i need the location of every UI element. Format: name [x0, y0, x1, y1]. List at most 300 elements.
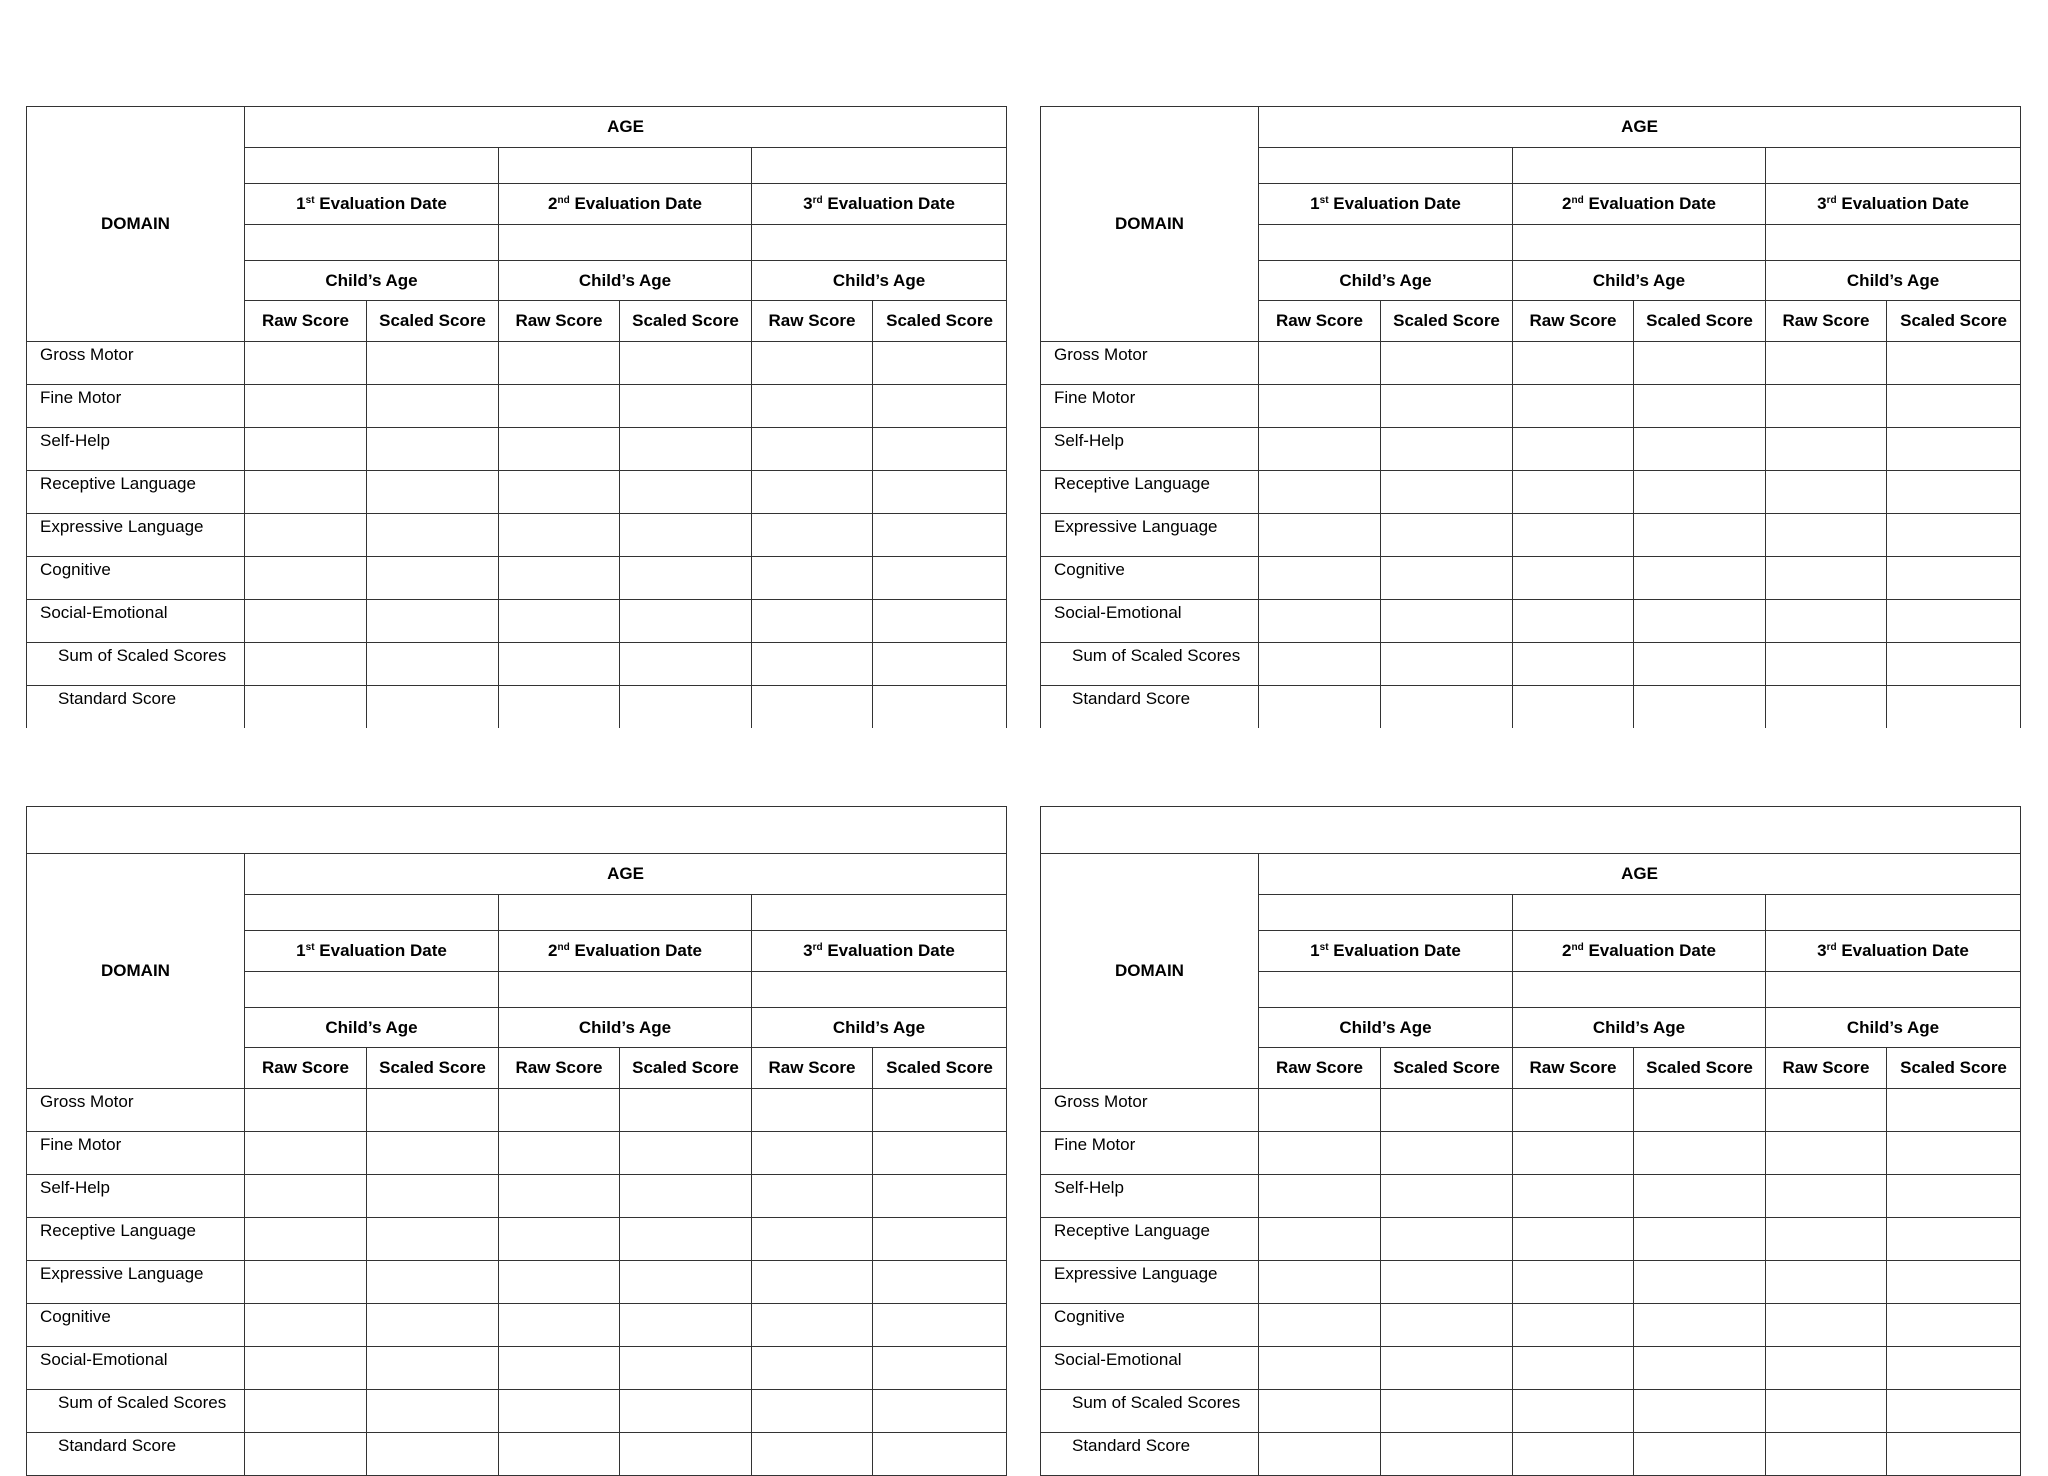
raw-score-cell[interactable] — [1766, 342, 1887, 385]
raw-score-cell[interactable] — [1259, 342, 1381, 385]
scaled-score-cell[interactable] — [1381, 600, 1513, 643]
raw-score-header: Raw Score — [1766, 301, 1887, 342]
childs-age-2-input[interactable] — [1513, 972, 1766, 1008]
scaled-score-cell[interactable] — [367, 342, 499, 385]
raw-score-cell[interactable] — [752, 686, 873, 729]
raw-score-cell[interactable] — [245, 514, 367, 557]
raw-score-cell[interactable] — [1766, 1304, 1887, 1347]
raw-score-cell[interactable] — [499, 1175, 620, 1218]
scaled-score-cell[interactable] — [1381, 428, 1513, 471]
scaled-score-cell[interactable] — [873, 514, 1007, 557]
scaled-score-cell[interactable] — [1381, 1347, 1513, 1390]
scaled-score-cell[interactable] — [1381, 1304, 1513, 1347]
scaled-score-cell[interactable] — [1634, 686, 1766, 729]
scaled-score-cell[interactable] — [367, 1304, 499, 1347]
raw-score-cell[interactable] — [499, 643, 620, 686]
childs-age-1-input[interactable] — [1259, 972, 1513, 1008]
table-row — [1041, 643, 2021, 686]
raw-score-cell[interactable] — [245, 1132, 367, 1175]
scaled-score-cell[interactable] — [1887, 1089, 2021, 1132]
eval-date-1-label — [245, 184, 499, 225]
scaled-score-cell[interactable] — [1381, 1175, 1513, 1218]
raw-score-cell[interactable] — [1259, 385, 1381, 428]
eval-number: 3 — [803, 941, 813, 960]
raw-score-cell[interactable] — [1259, 1132, 1381, 1175]
scaled-score-cell[interactable] — [367, 1390, 499, 1433]
raw-score-cell[interactable] — [1259, 686, 1381, 729]
raw-score-cell[interactable] — [1259, 600, 1381, 643]
raw-score-cell[interactable] — [1766, 428, 1887, 471]
childs-age-3-input[interactable] — [752, 225, 1007, 261]
scaled-score-cell[interactable] — [1634, 428, 1766, 471]
raw-score-cell[interactable] — [1513, 1433, 1634, 1476]
scaled-score-cell[interactable] — [1887, 342, 2021, 385]
eval-date-3-label — [752, 184, 1007, 225]
raw-score-cell[interactable] — [499, 385, 620, 428]
scaled-score-cell[interactable] — [367, 1089, 499, 1132]
raw-score-cell[interactable] — [1259, 514, 1381, 557]
eval-date-1-input[interactable] — [1259, 895, 1513, 931]
scaled-score-cell[interactable] — [367, 1261, 499, 1304]
scaled-score-cell[interactable] — [873, 557, 1007, 600]
eval-date-3-input[interactable] — [752, 895, 1007, 931]
raw-score-cell[interactable] — [245, 600, 367, 643]
scaled-score-cell[interactable] — [367, 471, 499, 514]
childs-age-2-input[interactable] — [1513, 225, 1766, 261]
raw-score-cell[interactable] — [752, 557, 873, 600]
scaled-score-cell[interactable] — [1381, 557, 1513, 600]
table-row — [27, 385, 1007, 428]
raw-score-cell[interactable] — [1766, 643, 1887, 686]
scaled-score-cell[interactable] — [873, 1347, 1007, 1390]
raw-score-cell[interactable] — [245, 385, 367, 428]
table-row — [1041, 1175, 2021, 1218]
scaled-score-cell[interactable] — [1634, 342, 1766, 385]
eval-date-2-label — [499, 184, 752, 225]
domain-row-label: Self-Help — [27, 1175, 245, 1218]
scaled-score-cell[interactable] — [367, 1175, 499, 1218]
scaled-score-cell[interactable] — [1634, 1347, 1766, 1390]
eval-label: Evaluation Date — [574, 194, 702, 213]
raw-score-cell[interactable] — [245, 471, 367, 514]
scaled-score-cell[interactable] — [367, 643, 499, 686]
raw-score-cell[interactable] — [1513, 514, 1634, 557]
eval-date-3-input[interactable] — [752, 148, 1007, 184]
raw-score-cell[interactable] — [1766, 1089, 1887, 1132]
scaled-score-cell[interactable] — [1887, 1132, 2021, 1175]
raw-score-cell[interactable] — [245, 342, 367, 385]
raw-score-cell[interactable] — [752, 514, 873, 557]
raw-score-cell[interactable] — [1259, 1433, 1381, 1476]
scaled-score-header: Scaled Score — [1381, 1048, 1513, 1089]
raw-score-cell[interactable] — [499, 1347, 620, 1390]
raw-score-cell[interactable] — [245, 557, 367, 600]
raw-score-cell[interactable] — [1513, 471, 1634, 514]
domain-row-label: Self-Help — [1041, 1175, 1259, 1218]
domain-header: DOMAIN — [27, 107, 245, 342]
raw-score-cell[interactable] — [1513, 686, 1634, 729]
raw-score-cell[interactable] — [752, 1261, 873, 1304]
scaled-score-cell[interactable] — [1634, 1304, 1766, 1347]
raw-score-cell[interactable] — [1766, 471, 1887, 514]
childs-age-1-input[interactable] — [245, 972, 499, 1008]
table-row — [27, 686, 1007, 729]
scaled-score-cell[interactable] — [620, 1347, 752, 1390]
eval-number: 1 — [296, 194, 306, 213]
raw-score-cell[interactable] — [499, 686, 620, 729]
raw-score-cell[interactable] — [1259, 1089, 1381, 1132]
childs-age-label: Child’s Age — [1766, 1008, 2021, 1048]
eval-suffix: nd — [1571, 195, 1584, 206]
raw-score-cell[interactable] — [245, 1304, 367, 1347]
raw-score-cell[interactable] — [1766, 385, 1887, 428]
scaled-score-cell[interactable] — [1634, 1089, 1766, 1132]
childs-age-label: Child’s Age — [752, 261, 1007, 301]
scaled-score-cell[interactable] — [1381, 1390, 1513, 1433]
raw-score-cell[interactable] — [1259, 643, 1381, 686]
eval-date-3-label — [1766, 184, 2021, 225]
raw-score-cell[interactable] — [752, 342, 873, 385]
scaled-score-cell[interactable] — [1381, 643, 1513, 686]
raw-score-cell[interactable] — [752, 1089, 873, 1132]
raw-score-cell[interactable] — [1766, 600, 1887, 643]
scaled-score-cell[interactable] — [1887, 1261, 2021, 1304]
scaled-score-cell[interactable] — [873, 1175, 1007, 1218]
scaled-score-cell[interactable] — [1381, 514, 1513, 557]
scaled-score-cell[interactable] — [873, 600, 1007, 643]
scaled-score-cell[interactable] — [1887, 1433, 2021, 1476]
raw-score-cell[interactable] — [245, 1175, 367, 1218]
scaled-score-cell[interactable] — [1634, 1218, 1766, 1261]
raw-score-cell[interactable] — [1259, 1175, 1381, 1218]
scaled-score-cell[interactable] — [1887, 557, 2021, 600]
scaled-score-cell[interactable] — [1887, 643, 2021, 686]
raw-score-cell[interactable] — [1513, 385, 1634, 428]
childs-age-3-input[interactable] — [1766, 225, 2021, 261]
raw-score-cell[interactable] — [499, 1433, 620, 1476]
scaled-score-cell[interactable] — [1887, 1390, 2021, 1433]
eval-suffix: nd — [557, 942, 570, 953]
childs-age-label: Child’s Age — [499, 261, 752, 301]
scaled-score-cell[interactable] — [873, 1261, 1007, 1304]
domain-row-label: Sum of Scaled Scores — [1041, 1390, 1259, 1433]
scaled-score-cell[interactable] — [367, 1433, 499, 1476]
scaled-score-cell[interactable] — [620, 643, 752, 686]
raw-score-cell[interactable] — [1259, 471, 1381, 514]
scaled-score-cell[interactable] — [1381, 686, 1513, 729]
scaled-score-cell[interactable] — [873, 385, 1007, 428]
scaled-score-cell[interactable] — [367, 686, 499, 729]
childs-age-3-input[interactable] — [1766, 972, 2021, 1008]
raw-score-cell[interactable] — [1513, 557, 1634, 600]
scaled-score-cell[interactable] — [620, 600, 752, 643]
scaled-score-header: Scaled Score — [367, 301, 499, 342]
scaled-score-cell[interactable] — [873, 342, 1007, 385]
scaled-score-cell[interactable] — [1381, 1132, 1513, 1175]
scaled-score-cell[interactable] — [1887, 385, 2021, 428]
table-row — [1041, 557, 2021, 600]
eval-date-2-input[interactable] — [499, 148, 752, 184]
raw-score-header: Raw Score — [1259, 1048, 1381, 1089]
raw-score-cell[interactable] — [245, 1261, 367, 1304]
scaled-score-cell[interactable] — [1634, 1132, 1766, 1175]
scaled-score-cell[interactable] — [620, 514, 752, 557]
childs-age-2-input[interactable] — [499, 225, 752, 261]
raw-score-cell[interactable] — [245, 1433, 367, 1476]
eval-date-2-label — [499, 931, 752, 972]
scaled-score-cell[interactable] — [873, 1304, 1007, 1347]
raw-score-cell[interactable] — [499, 1390, 620, 1433]
raw-score-cell[interactable] — [752, 1218, 873, 1261]
raw-score-cell[interactable] — [1513, 643, 1634, 686]
scaled-score-cell[interactable] — [620, 428, 752, 471]
scaled-score-cell[interactable] — [1381, 1218, 1513, 1261]
raw-score-cell[interactable] — [1513, 1304, 1634, 1347]
raw-score-cell[interactable] — [245, 686, 367, 729]
title-row-empty[interactable] — [27, 807, 1007, 854]
table-row — [27, 1175, 1007, 1218]
title-row-empty[interactable] — [1041, 807, 2021, 854]
domain-header: DOMAIN — [1041, 107, 1259, 342]
domain-row-label: Standard Score — [1041, 1433, 1259, 1476]
raw-score-cell[interactable] — [499, 428, 620, 471]
eval-date-2-input[interactable] — [499, 895, 752, 931]
scaled-score-cell[interactable] — [367, 514, 499, 557]
raw-score-cell[interactable] — [752, 600, 873, 643]
raw-score-cell[interactable] — [1259, 1304, 1381, 1347]
scaled-score-cell[interactable] — [1887, 1218, 2021, 1261]
raw-score-cell[interactable] — [1766, 514, 1887, 557]
scaled-score-header: Scaled Score — [1381, 301, 1513, 342]
scaled-score-cell[interactable] — [873, 643, 1007, 686]
table-row — [27, 471, 1007, 514]
raw-score-cell[interactable] — [245, 643, 367, 686]
scaled-score-cell[interactable] — [620, 557, 752, 600]
childs-age-1-input[interactable] — [245, 225, 499, 261]
scaled-score-cell[interactable] — [1381, 385, 1513, 428]
scaled-score-cell[interactable] — [367, 600, 499, 643]
scaled-score-cell[interactable] — [367, 1347, 499, 1390]
scaled-score-cell[interactable] — [620, 1218, 752, 1261]
domain-row-label: Fine Motor — [27, 385, 245, 428]
domain-row-label: Cognitive — [1041, 557, 1259, 600]
scaled-score-cell[interactable] — [620, 1132, 752, 1175]
scaled-score-cell[interactable] — [1634, 643, 1766, 686]
raw-score-cell[interactable] — [752, 471, 873, 514]
domain-row-label: Social-Emotional — [27, 1347, 245, 1390]
raw-score-cell[interactable] — [752, 1390, 873, 1433]
raw-score-cell[interactable] — [752, 1175, 873, 1218]
scaled-score-cell[interactable] — [620, 686, 752, 729]
scaled-score-cell[interactable] — [367, 385, 499, 428]
raw-score-cell[interactable] — [499, 514, 620, 557]
childs-age-label: Child’s Age — [499, 1008, 752, 1048]
scaled-score-cell[interactable] — [620, 1304, 752, 1347]
raw-score-cell[interactable] — [245, 1089, 367, 1132]
scaled-score-cell[interactable] — [1634, 1390, 1766, 1433]
raw-score-cell[interactable] — [1259, 1390, 1381, 1433]
scaled-score-cell[interactable] — [1887, 514, 2021, 557]
eval-number: 2 — [548, 941, 558, 960]
scaled-score-cell[interactable] — [1381, 1089, 1513, 1132]
scaled-score-cell[interactable] — [620, 471, 752, 514]
scaled-score-cell[interactable] — [620, 1175, 752, 1218]
raw-score-cell[interactable] — [1259, 557, 1381, 600]
scaled-score-header: Scaled Score — [1634, 301, 1766, 342]
scaled-score-cell[interactable] — [620, 1261, 752, 1304]
raw-score-cell[interactable] — [1513, 1261, 1634, 1304]
raw-score-cell[interactable] — [1766, 1175, 1887, 1218]
table-row — [1041, 1089, 2021, 1132]
eval-suffix: rd — [812, 195, 823, 206]
scaled-score-cell[interactable] — [367, 557, 499, 600]
domain-row-label: Receptive Language — [1041, 1218, 1259, 1261]
scaled-score-cell[interactable] — [620, 1390, 752, 1433]
raw-score-cell[interactable] — [752, 643, 873, 686]
scaled-score-cell[interactable] — [1381, 1261, 1513, 1304]
raw-score-cell[interactable] — [499, 557, 620, 600]
scaled-score-cell[interactable] — [873, 1218, 1007, 1261]
table-row — [27, 1304, 1007, 1347]
raw-score-cell[interactable] — [499, 1132, 620, 1175]
scaled-score-cell[interactable] — [1634, 1433, 1766, 1476]
raw-score-cell[interactable] — [752, 1433, 873, 1476]
raw-score-header: Raw Score — [245, 1048, 367, 1089]
scaled-score-cell[interactable] — [1634, 471, 1766, 514]
scaled-score-cell[interactable] — [620, 342, 752, 385]
eval-date-1-input[interactable] — [1259, 148, 1513, 184]
eval-date-3-label — [752, 931, 1007, 972]
raw-score-cell[interactable] — [1513, 1347, 1634, 1390]
scaled-score-cell[interactable] — [873, 471, 1007, 514]
scaled-score-cell[interactable] — [1887, 686, 2021, 729]
scaled-score-cell[interactable] — [1887, 428, 2021, 471]
raw-score-cell[interactable] — [499, 1089, 620, 1132]
raw-score-cell[interactable] — [1513, 1390, 1634, 1433]
raw-score-cell[interactable] — [499, 1218, 620, 1261]
raw-score-cell[interactable] — [245, 1218, 367, 1261]
scaled-score-cell[interactable] — [1887, 1304, 2021, 1347]
raw-score-cell[interactable] — [245, 1347, 367, 1390]
raw-score-cell[interactable] — [1259, 1261, 1381, 1304]
raw-score-cell[interactable] — [1766, 1132, 1887, 1175]
raw-score-cell[interactable] — [499, 471, 620, 514]
raw-score-cell[interactable] — [499, 1304, 620, 1347]
scaled-score-cell[interactable] — [1887, 1175, 2021, 1218]
scaled-score-cell[interactable] — [1634, 1175, 1766, 1218]
raw-score-cell[interactable] — [245, 1390, 367, 1433]
scaled-score-cell[interactable] — [1634, 557, 1766, 600]
scaled-score-cell[interactable] — [620, 1433, 752, 1476]
childs-age-label: Child’s Age — [245, 1008, 499, 1048]
eval-date-3-label — [1766, 931, 2021, 972]
scaled-score-header: Scaled Score — [873, 301, 1007, 342]
scaled-score-cell[interactable] — [1381, 471, 1513, 514]
eval-date-2-input[interactable] — [1513, 895, 1766, 931]
raw-score-cell[interactable] — [1766, 557, 1887, 600]
scaled-score-cell[interactable] — [1887, 1347, 2021, 1390]
eval-date-2-input[interactable] — [1513, 148, 1766, 184]
scaled-score-cell[interactable] — [1634, 514, 1766, 557]
raw-score-cell[interactable] — [499, 1261, 620, 1304]
raw-score-cell[interactable] — [1513, 1218, 1634, 1261]
scaled-score-cell[interactable] — [1634, 385, 1766, 428]
raw-score-cell[interactable] — [752, 1347, 873, 1390]
raw-score-cell[interactable] — [1513, 1132, 1634, 1175]
table-row — [27, 1433, 1007, 1476]
scaled-score-cell[interactable] — [873, 1390, 1007, 1433]
raw-score-cell[interactable] — [752, 385, 873, 428]
scaled-score-cell[interactable] — [873, 1433, 1007, 1476]
raw-score-cell[interactable] — [1513, 342, 1634, 385]
raw-score-cell[interactable] — [499, 600, 620, 643]
raw-score-cell[interactable] — [1259, 1218, 1381, 1261]
childs-age-1-input[interactable] — [1259, 225, 1513, 261]
raw-score-header: Raw Score — [1259, 301, 1381, 342]
raw-score-cell[interactable] — [752, 1304, 873, 1347]
eval-date-1-input[interactable] — [245, 148, 499, 184]
table-row — [1041, 428, 2021, 471]
raw-score-cell[interactable] — [1766, 1347, 1887, 1390]
scaled-score-cell[interactable] — [620, 385, 752, 428]
scaled-score-cell[interactable] — [1634, 600, 1766, 643]
childs-age-2-input[interactable] — [499, 972, 752, 1008]
domain-row-label: Gross Motor — [27, 1089, 245, 1132]
age-header: AGE — [245, 107, 1007, 148]
scaled-score-cell[interactable] — [873, 686, 1007, 729]
raw-score-cell[interactable] — [752, 1132, 873, 1175]
raw-score-cell[interactable] — [245, 428, 367, 471]
raw-score-cell[interactable] — [499, 342, 620, 385]
raw-score-cell[interactable] — [1513, 1089, 1634, 1132]
raw-score-cell[interactable] — [1766, 1390, 1887, 1433]
score-table-1 — [26, 106, 1007, 728]
scaled-score-cell[interactable] — [1634, 1261, 1766, 1304]
scaled-score-cell[interactable] — [1887, 600, 2021, 643]
scaled-score-cell[interactable] — [873, 1089, 1007, 1132]
eval-date-3-input[interactable] — [1766, 148, 2021, 184]
raw-score-cell[interactable] — [1259, 1347, 1381, 1390]
table-row — [1041, 600, 2021, 643]
table-row — [1041, 1261, 2021, 1304]
scaled-score-cell[interactable] — [1887, 471, 2021, 514]
scaled-score-cell[interactable] — [620, 1089, 752, 1132]
table-row — [1041, 342, 2021, 385]
scaled-score-cell[interactable] — [873, 428, 1007, 471]
domain-row-label: Receptive Language — [27, 1218, 245, 1261]
raw-score-cell[interactable] — [1766, 686, 1887, 729]
scaled-score-cell[interactable] — [873, 1132, 1007, 1175]
raw-score-cell[interactable] — [1766, 1218, 1887, 1261]
scaled-score-cell[interactable] — [367, 1132, 499, 1175]
table-row — [27, 1089, 1007, 1132]
raw-score-cell[interactable] — [1766, 1261, 1887, 1304]
raw-score-cell[interactable] — [1513, 600, 1634, 643]
scaled-score-cell[interactable] — [367, 1218, 499, 1261]
scaled-score-cell[interactable] — [1381, 1433, 1513, 1476]
raw-score-cell[interactable] — [1259, 428, 1381, 471]
raw-score-cell[interactable] — [1766, 1433, 1887, 1476]
raw-score-cell[interactable] — [1513, 428, 1634, 471]
raw-score-cell[interactable] — [752, 428, 873, 471]
scaled-score-cell[interactable] — [367, 428, 499, 471]
eval-date-3-input[interactable] — [1766, 895, 2021, 931]
raw-score-cell[interactable] — [1513, 1175, 1634, 1218]
scaled-score-cell[interactable] — [1381, 342, 1513, 385]
childs-age-3-input[interactable] — [752, 972, 1007, 1008]
eval-date-1-input[interactable] — [245, 895, 499, 931]
domain-row-label: Sum of Scaled Scores — [1041, 643, 1259, 686]
